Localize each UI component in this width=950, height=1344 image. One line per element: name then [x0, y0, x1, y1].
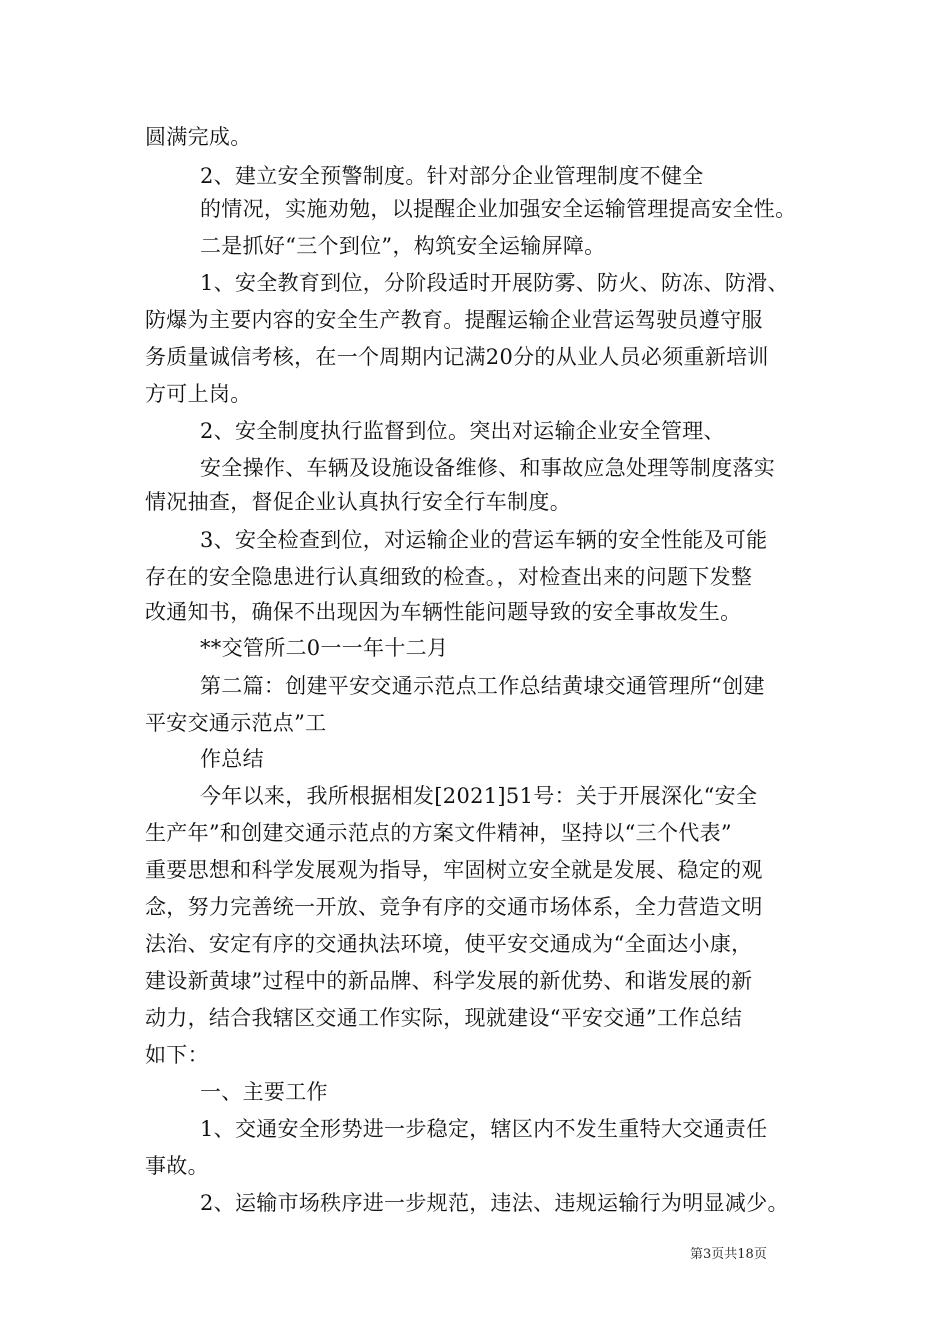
- page-number-footer: 第3页共18页: [690, 1247, 767, 1262]
- body-text-line: 念，努力完善统一开放、竞争有序的交通市场体系，全力营造文明: [145, 895, 763, 919]
- body-text-line: 安全操作、车辆及设施设备维修、和事故应急处理等制度落实: [200, 456, 776, 480]
- body-text-line: 2、运输市场秩序进一步规范，违法、违规运输行为明显减少。: [200, 1191, 789, 1215]
- body-text-line: 平安交通示范点”工: [145, 711, 327, 735]
- body-text-line: 今年以来，我所根据相发[2021]51号：关于开展深化“安全: [200, 784, 758, 808]
- body-text-line: 动力，结合我辖区交通工作实际，现就建设“平安交通”工作总结: [145, 1006, 743, 1030]
- body-text-line: 方可上岗。: [145, 382, 252, 406]
- body-text-line: 存在的安全隐患进行认真细致的检查。，对检查出来的问题下发整: [145, 565, 753, 589]
- body-text-line: 圆满完成。: [145, 125, 252, 149]
- body-text-line: 务质量诚信考核，在一个周期内记满20分的从业人员必须重新培训: [145, 345, 769, 369]
- body-text-line: 改通知书，确保不出现因为车辆性能问题导致的安全事故发生。: [145, 600, 742, 624]
- body-text-line: 如下：: [145, 1043, 209, 1067]
- body-text-line: 事故。: [145, 1154, 209, 1178]
- body-text-line: 情况抽查，督促企业认真执行安全行车制度。: [145, 490, 571, 514]
- body-text-line: 重要思想和科学发展观为指导，牢固树立安全就是发展、稳定的观: [145, 858, 763, 882]
- body-text-line: 建设新黄埭”过程中的新品牌、科学发展的新优势、和谐发展的新: [145, 969, 753, 993]
- body-text-line: 一、主要工作: [200, 1080, 328, 1104]
- body-text-line: **交管所二0一一年十二月: [200, 636, 449, 660]
- body-text-line: 第二篇：创建平安交通示范点工作总结黄埭交通管理所“创建: [200, 674, 765, 698]
- body-text-line: 1、安全教育到位，分阶段适时开展防雾、防火、防冻、防滑、: [200, 271, 789, 295]
- body-text-line: 的情况，实施劝勉，以提醒企业加强安全运输管理提高安全性。: [200, 197, 797, 221]
- body-text-line: 2、安全制度执行监督到位。突出对运输企业安全管理、: [200, 419, 725, 443]
- body-text-line: 作总结: [200, 747, 264, 771]
- body-text-line: 法治、安定有序的交通执法环境，使平安交通成为“全面达小康，: [145, 932, 753, 956]
- body-text-line: 生产年”和创建交通示范点的方案文件精神，坚持以“三个代表”: [145, 821, 732, 845]
- body-text-line: 二是抓好“三个到位”，构筑安全运输屏障。: [200, 234, 606, 258]
- body-text-line: 防爆为主要内容的安全生产教育。提醒运输企业营运驾驶员遵守服: [145, 308, 763, 332]
- body-text-line: 3、安全检查到位，对运输企业的营运车辆的安全性能及可能: [200, 528, 768, 552]
- body-text-line: 2、建立安全预警制度。针对部分企业管理制度不健全: [200, 164, 704, 188]
- body-text-line: 1、交通安全形势进一步稳定，辖区内不发生重特大交通责任: [200, 1117, 768, 1141]
